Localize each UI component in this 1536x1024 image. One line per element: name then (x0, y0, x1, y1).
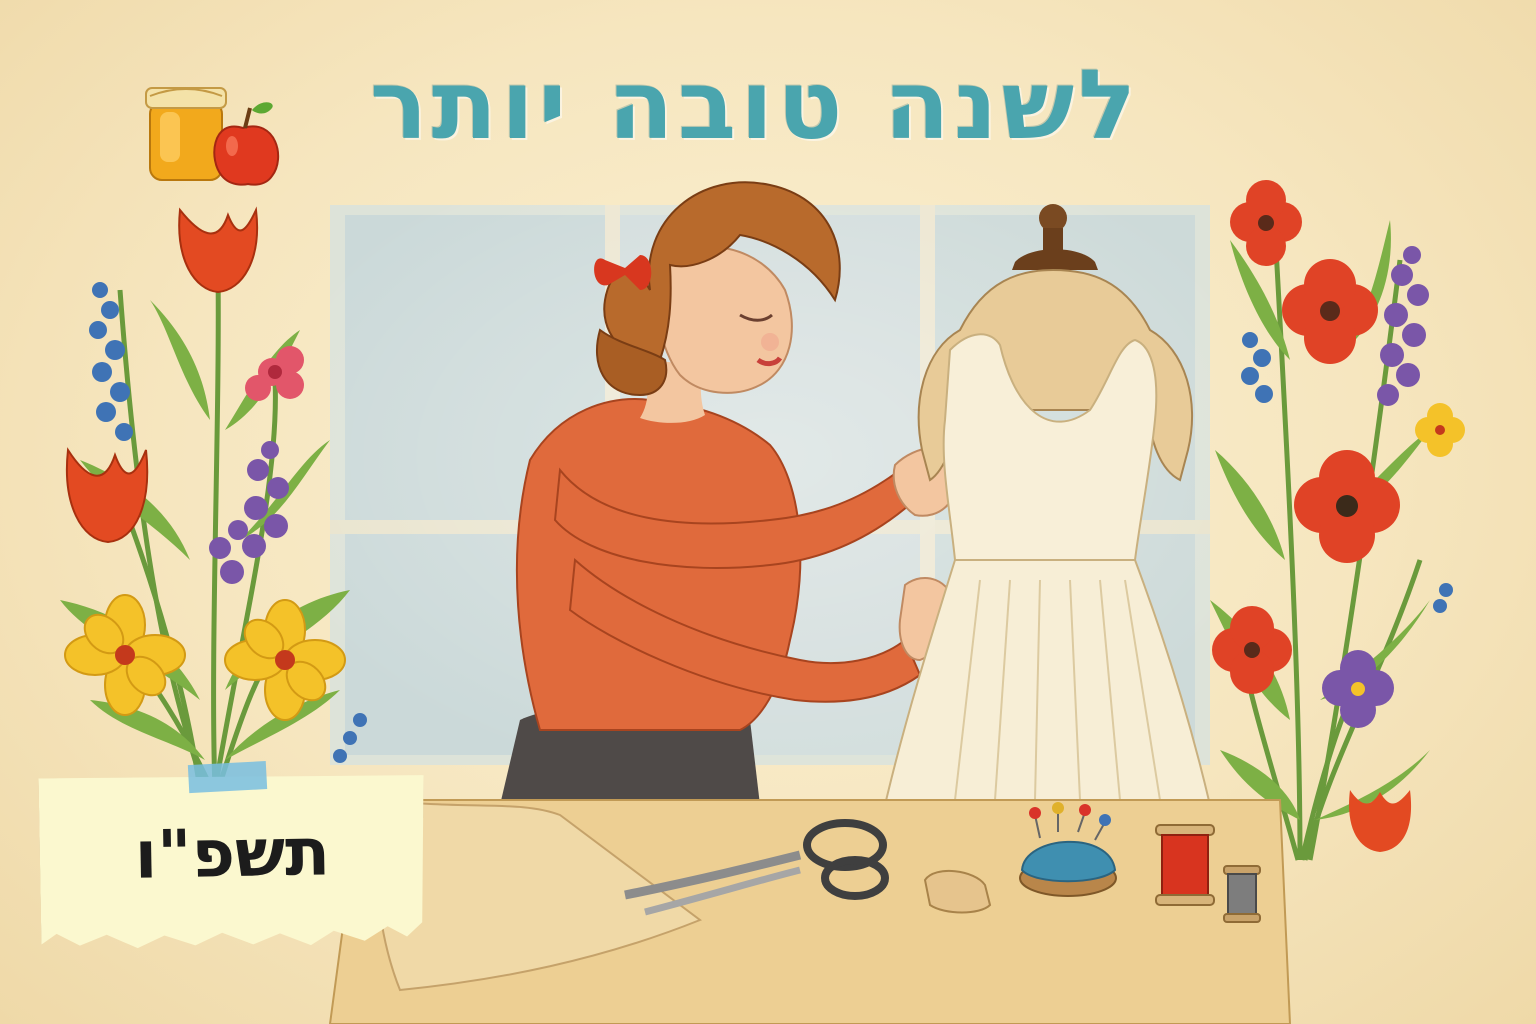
tape (188, 761, 267, 793)
red-poppy-right-2 (1282, 259, 1378, 364)
red-poppy-right-1 (1230, 180, 1302, 266)
yellow-flower-right (1415, 403, 1465, 457)
thread-spool-red (1156, 825, 1214, 905)
red-tulip-right (1349, 790, 1411, 852)
greeting-title: לשנה טובה יותר (369, 49, 1141, 161)
yellow-daisy-left-2 (225, 600, 345, 720)
purple-lupine-left (209, 441, 289, 584)
apple-icon (214, 102, 278, 184)
thread-spool-gray (1224, 866, 1260, 922)
tulip-top-left (179, 210, 257, 292)
year-label: תשפ"ו (133, 813, 331, 894)
red-poppy-right-3 (1294, 450, 1400, 563)
honey-jar-icon (146, 88, 226, 180)
year-note (39, 772, 427, 954)
